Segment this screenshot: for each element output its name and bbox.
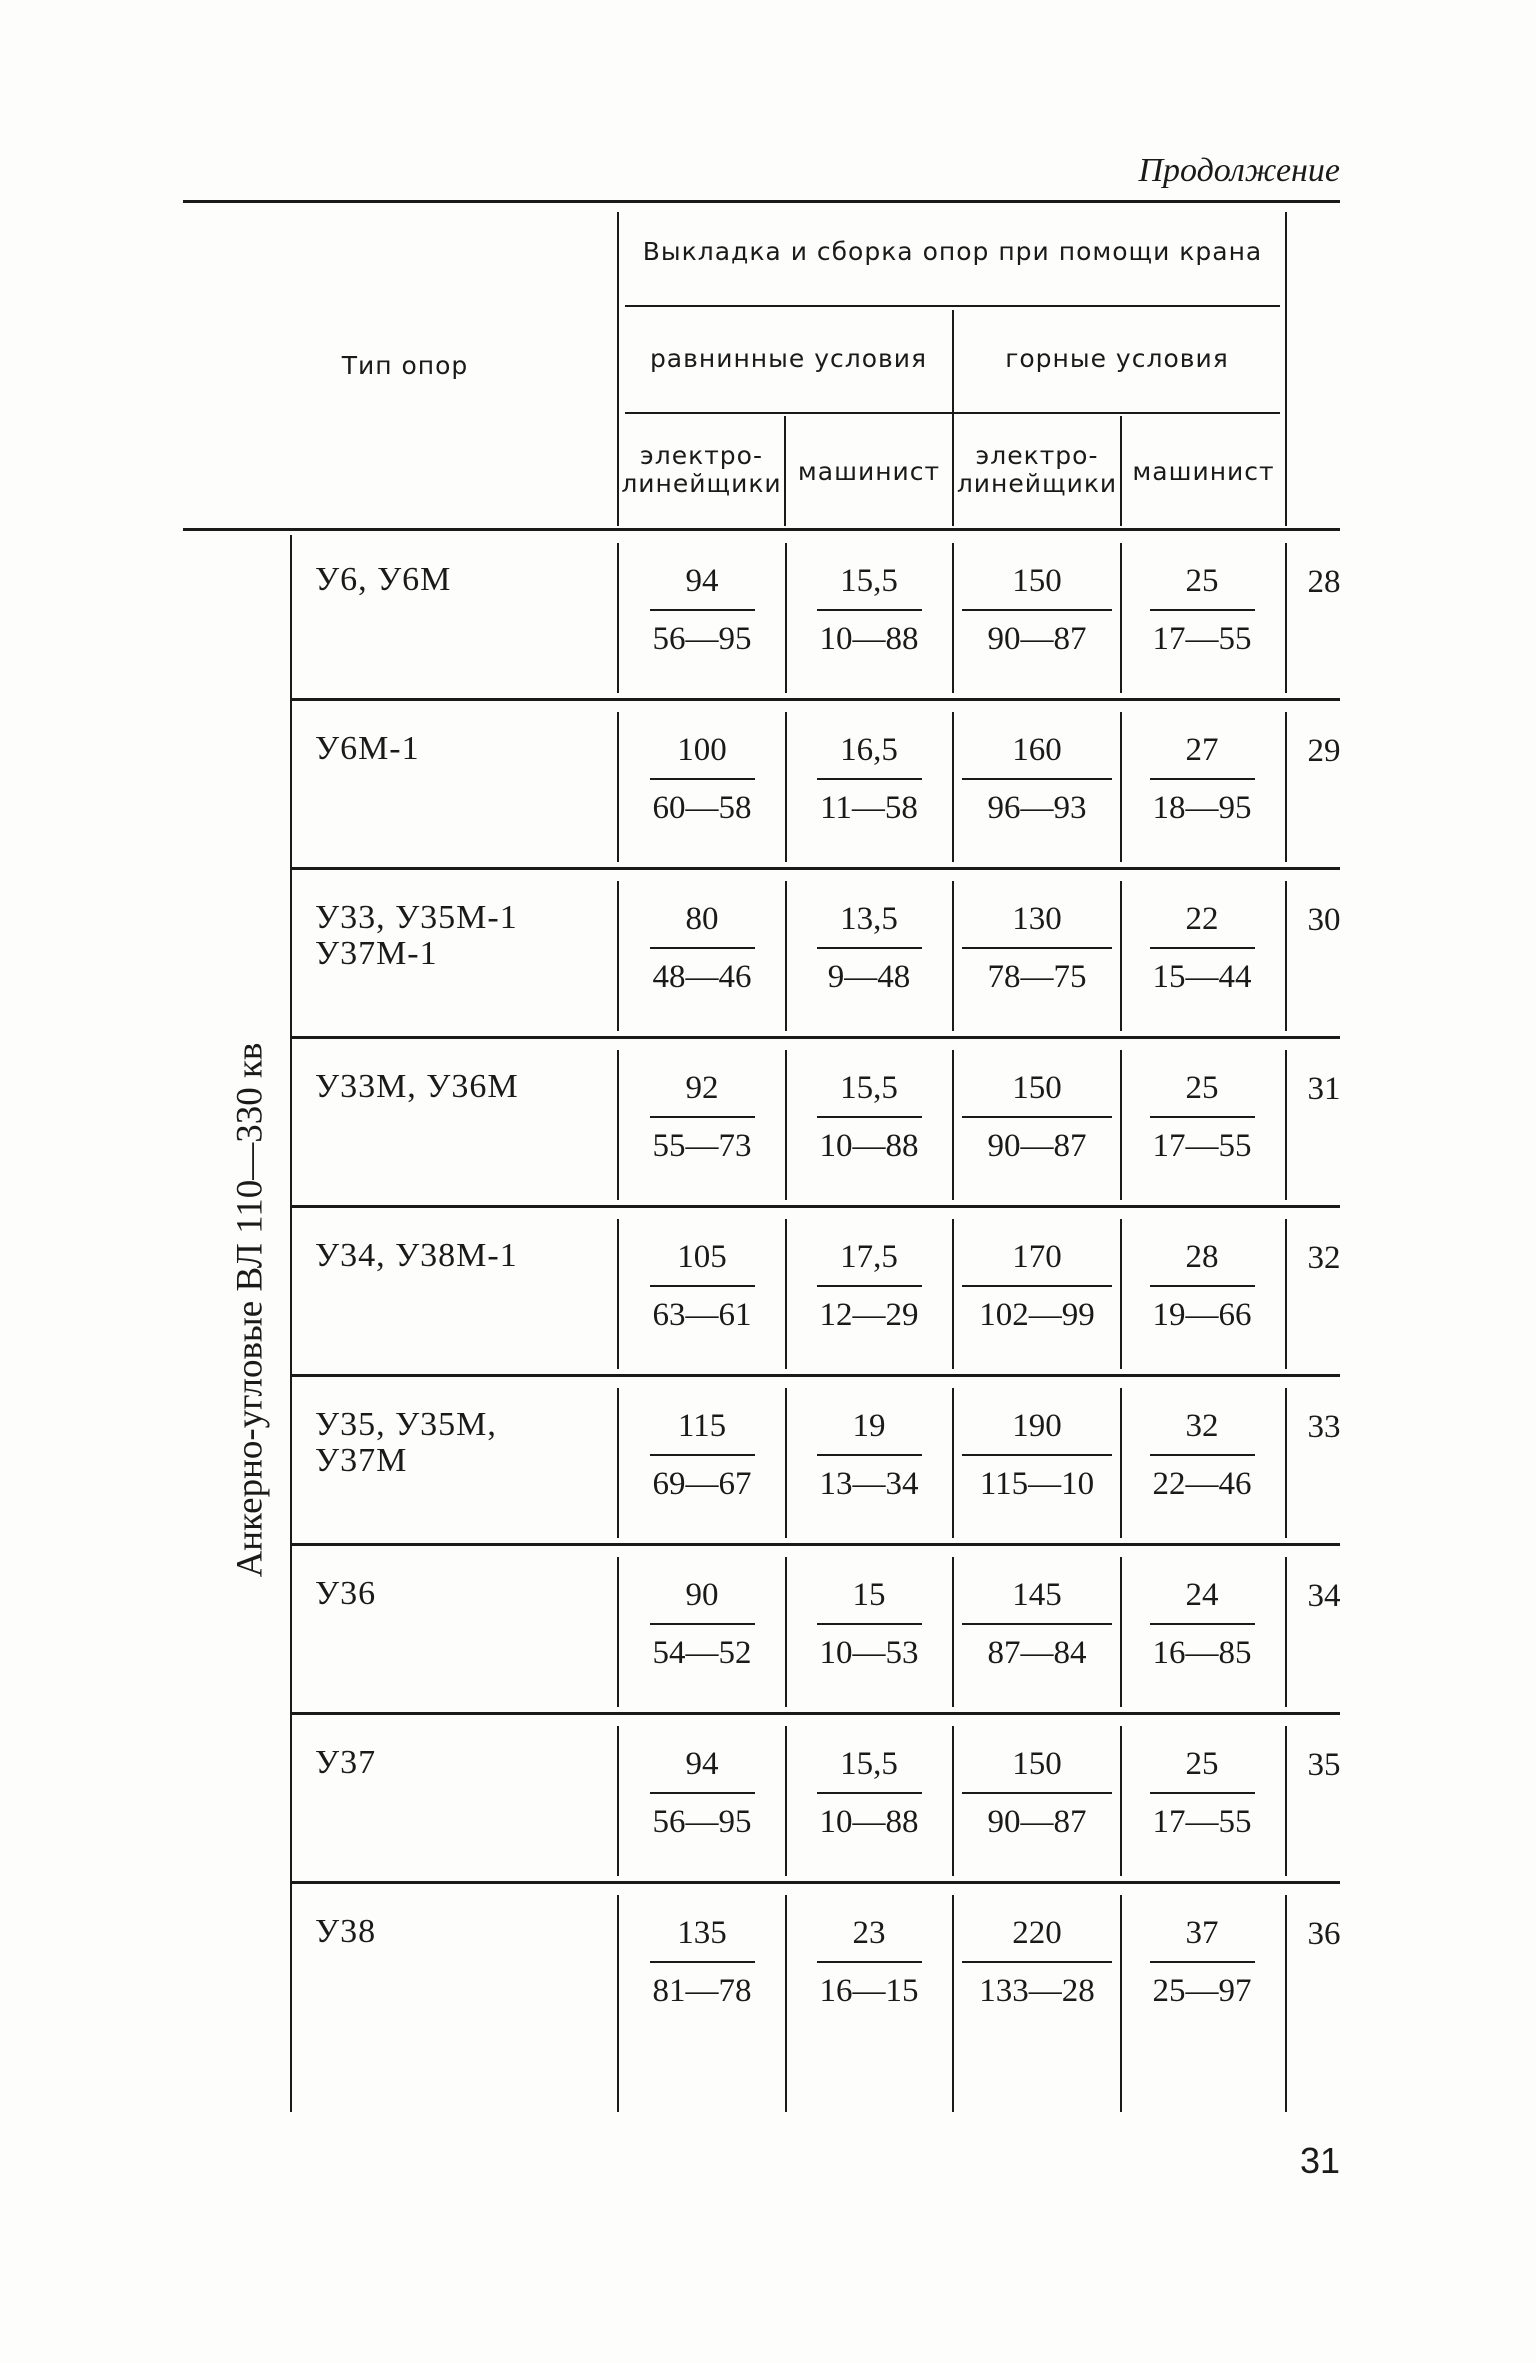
fraction-cell: [794, 1912, 944, 2012]
fraction-cell: [794, 729, 944, 829]
cell-numerator: 150: [1012, 1070, 1062, 1106]
cell-numerator: 25: [1185, 563, 1219, 599]
fraction-cell: [794, 560, 944, 660]
cell-vline: [1285, 1726, 1287, 1876]
fraction-cell: [962, 1405, 1112, 1505]
row-separator: [292, 1543, 1340, 1546]
fraction-cell: [794, 1067, 944, 1167]
cell-numerator: 80: [685, 901, 719, 937]
cell-vline: [785, 881, 787, 1031]
cell-denominator: 10—88: [819, 1804, 919, 1840]
header-bottom-rule: [183, 528, 1340, 531]
fraction-bar: [817, 947, 922, 949]
cell-vline: [952, 881, 954, 1031]
fraction-bar: [650, 1116, 755, 1118]
cell-denominator: 17—55: [1152, 621, 1252, 657]
row-type: У6М-1: [315, 730, 420, 767]
cell-numerator: 220: [1012, 1915, 1062, 1951]
cell-numerator: 15,5: [840, 1070, 898, 1106]
cell-denominator: 87—84: [987, 1635, 1087, 1671]
cell-vline: [785, 1219, 787, 1369]
row-number: 34: [1307, 1578, 1341, 1614]
cell-vline: [1285, 543, 1287, 693]
cell-numerator: 170: [1012, 1239, 1062, 1275]
cell-numerator: 130: [1012, 901, 1062, 937]
cell-numerator: 100: [677, 732, 727, 768]
cell-numerator: 115: [677, 1408, 727, 1444]
cell-denominator: 60—58: [652, 790, 752, 826]
top-rule: [183, 200, 1340, 203]
cell-numerator: 135: [677, 1915, 727, 1951]
fraction-cell: [1127, 1912, 1277, 2012]
header-plain: равнинные условия: [649, 344, 928, 373]
cell-numerator: 16,5: [840, 732, 898, 768]
fraction-bar: [1150, 1961, 1255, 1963]
cell-denominator: 17—55: [1152, 1128, 1252, 1164]
fraction-bar: [962, 947, 1112, 949]
fraction-bar: [817, 1285, 922, 1287]
cell-denominator: 55—73: [652, 1128, 752, 1164]
row-type: У38: [315, 1913, 377, 1950]
cell-denominator: 16—15: [819, 1973, 919, 2009]
fraction-cell: [794, 898, 944, 998]
cell-vline: [617, 881, 619, 1031]
group-rule: [625, 305, 1280, 307]
fraction-cell: [1127, 1574, 1277, 1674]
fraction-bar: [1150, 947, 1255, 949]
cell-numerator: 22: [1185, 901, 1219, 937]
row-type: У37: [315, 1744, 377, 1781]
cell-numerator: 27: [1185, 732, 1219, 768]
fraction-cell: [627, 1743, 777, 1843]
cell-denominator: 56—95: [652, 621, 752, 657]
cell-vline: [617, 1726, 619, 1876]
cell-vline: [617, 712, 619, 862]
cell-denominator: 10—88: [819, 1128, 919, 1164]
fraction-cell: [627, 1067, 777, 1167]
cell-denominator: 25—97: [1152, 1973, 1252, 2009]
cell-vline: [1285, 881, 1287, 1031]
side-label-text: Анкерно-угловые ВЛ 110—330 кв: [229, 1042, 271, 1578]
cell-denominator: 133—28: [979, 1973, 1095, 2009]
cell-denominator: 90—87: [987, 1804, 1087, 1840]
fraction-bar: [962, 778, 1112, 780]
cell-numerator: 32: [1185, 1408, 1219, 1444]
fraction-bar: [962, 1623, 1112, 1625]
fraction-bar: [650, 1285, 755, 1287]
fraction-bar: [962, 1285, 1112, 1287]
fraction-bar: [1150, 1285, 1255, 1287]
fraction-cell: [962, 729, 1112, 829]
fraction-cell: [962, 1743, 1112, 1843]
cell-vline: [952, 543, 954, 693]
fraction-bar: [817, 609, 922, 611]
cell-vline: [1285, 1388, 1287, 1538]
row-type: У6, У6М: [315, 561, 452, 598]
fraction-cell: [962, 1067, 1112, 1167]
cell-vline: [1120, 1557, 1122, 1707]
cell-numerator: 28: [1185, 1239, 1219, 1275]
row-type: У36: [315, 1575, 377, 1612]
cell-vline: [785, 1557, 787, 1707]
fraction-bar: [1150, 1792, 1255, 1794]
cell-denominator: 9—48: [827, 959, 911, 995]
cell-vline: [952, 1219, 954, 1369]
cell-vline: [785, 1895, 787, 2112]
fraction-cell: [627, 729, 777, 829]
cell-vline: [952, 1557, 954, 1707]
cell-numerator: 19: [852, 1408, 886, 1444]
cell-numerator: 160: [1012, 732, 1062, 768]
cell-denominator: 10—88: [819, 621, 919, 657]
cell-denominator: 13—34: [819, 1466, 919, 1502]
cell-vline: [785, 1388, 787, 1538]
cell-vline: [1120, 1895, 1122, 2112]
fraction-cell: [962, 898, 1112, 998]
row-number: 30: [1307, 902, 1341, 938]
cell-denominator: 10—53: [819, 1635, 919, 1671]
cell-numerator: 25: [1185, 1746, 1219, 1782]
cell-vline: [1285, 1895, 1287, 2112]
fraction-cell: [794, 1743, 944, 1843]
cell-vline: [952, 712, 954, 862]
header-mountain: горные условия: [1005, 344, 1229, 373]
cell-denominator: 18—95: [1152, 790, 1252, 826]
fraction-bar: [962, 1116, 1112, 1118]
row-number: 29: [1307, 733, 1341, 769]
cell-denominator: 96—93: [987, 790, 1087, 826]
fraction-bar: [817, 778, 922, 780]
fraction-bar: [1150, 609, 1255, 611]
cell-numerator: 94: [685, 1746, 719, 1782]
fraction-cell: [962, 1912, 1112, 2012]
cell-denominator: 78—75: [987, 959, 1087, 995]
cell-denominator: 81—78: [652, 1973, 752, 2009]
fraction-bar: [962, 609, 1112, 611]
header-machinist-mountain: машинист: [1132, 457, 1275, 486]
fraction-cell: [1127, 1743, 1277, 1843]
cell-denominator: 17—55: [1152, 1804, 1252, 1840]
cell-vline: [785, 1050, 787, 1200]
row-type: У35, У35М, У37М: [315, 1406, 497, 1479]
fraction-cell: [627, 1912, 777, 2012]
fraction-bar: [1150, 1454, 1255, 1456]
fraction-bar: [650, 1454, 755, 1456]
fraction-cell: [627, 1574, 777, 1674]
cell-vline: [785, 1726, 787, 1876]
cell-denominator: 102—99: [979, 1297, 1095, 1333]
cell-denominator: 90—87: [987, 1128, 1087, 1164]
fraction-bar: [1150, 1116, 1255, 1118]
cell-numerator: 15,5: [840, 1746, 898, 1782]
fraction-bar: [817, 1116, 922, 1118]
cell-numerator: 150: [1012, 563, 1062, 599]
fraction-bar: [650, 1961, 755, 1963]
cell-vline: [785, 543, 787, 693]
cell-numerator: 15: [852, 1577, 886, 1613]
cell-numerator: 105: [677, 1239, 727, 1275]
row-separator: [292, 1205, 1340, 1208]
cell-numerator: 15,5: [840, 563, 898, 599]
fraction-bar: [650, 1623, 755, 1625]
fraction-cell: [794, 1236, 944, 1336]
fraction-cell: [1127, 1067, 1277, 1167]
cell-denominator: 69—67: [652, 1466, 752, 1502]
fraction-cell: [1127, 729, 1277, 829]
cell-vline: [1120, 543, 1122, 693]
fraction-bar: [962, 1961, 1112, 1963]
cell-vline: [785, 712, 787, 862]
cell-vline: [1285, 712, 1287, 862]
cell-vline: [952, 1388, 954, 1538]
header-vline: [1285, 212, 1287, 526]
cell-vline: [617, 543, 619, 693]
fraction-cell: [1127, 560, 1277, 660]
cell-numerator: 24: [1185, 1577, 1219, 1613]
fraction-bar: [1150, 1623, 1255, 1625]
fraction-cell: [962, 1574, 1112, 1674]
row-separator: [292, 698, 1340, 701]
row-separator: [292, 867, 1340, 870]
fraction-cell: [962, 1236, 1112, 1336]
cell-numerator: 94: [685, 563, 719, 599]
fraction-bar: [1150, 778, 1255, 780]
header-type-col: Тип опор: [341, 351, 469, 380]
cell-vline: [1120, 1219, 1122, 1369]
cell-vline: [617, 1219, 619, 1369]
header-electro-plain: электро- линейщики: [621, 441, 782, 498]
cell-vline: [952, 1726, 954, 1876]
row-type: У34, У38М-1: [315, 1237, 518, 1274]
fraction-cell: [962, 560, 1112, 660]
cell-numerator: 13,5: [840, 901, 898, 937]
cell-denominator: 11—58: [820, 790, 918, 826]
fraction-bar: [817, 1623, 922, 1625]
cell-denominator: 48—46: [652, 959, 752, 995]
cell-vline: [617, 1895, 619, 2112]
row-number: 33: [1307, 1409, 1341, 1445]
cell-vline: [617, 1388, 619, 1538]
cell-vline: [1285, 1050, 1287, 1200]
cell-denominator: 15—44: [1152, 959, 1252, 995]
page-number: 31: [1300, 2140, 1341, 2181]
cell-numerator: 190: [1012, 1408, 1062, 1444]
cell-numerator: 92: [685, 1070, 719, 1106]
row-number: 36: [1307, 1916, 1341, 1952]
cell-numerator: 37: [1185, 1915, 1219, 1951]
header-machinist-plain: машинист: [797, 457, 941, 486]
cell-numerator: 150: [1012, 1746, 1062, 1782]
row-number: 32: [1307, 1240, 1341, 1276]
fraction-bar: [650, 1792, 755, 1794]
fraction-cell: [627, 1405, 777, 1505]
row-separator: [292, 1712, 1340, 1715]
cell-vline: [952, 1050, 954, 1200]
cell-vline: [617, 1557, 619, 1707]
cell-numerator: 25: [1185, 1070, 1219, 1106]
cell-vline: [1285, 1219, 1287, 1369]
fraction-bar: [650, 947, 755, 949]
row-separator: [292, 1881, 1340, 1884]
cell-numerator: 90: [685, 1577, 719, 1613]
fraction-bar: [650, 778, 755, 780]
body-left-border: [290, 535, 292, 2112]
cell-vline: [1120, 712, 1122, 862]
header-electro-mountain: электро- линейщики: [956, 441, 1118, 498]
cell-numerator: 23: [852, 1915, 886, 1951]
cell-numerator: 145: [1012, 1577, 1062, 1613]
fraction-cell: [1127, 1405, 1277, 1505]
fraction-cell: [627, 560, 777, 660]
row-number: 35: [1307, 1747, 1341, 1783]
cell-denominator: 16—85: [1152, 1635, 1252, 1671]
fraction-cell: [794, 1405, 944, 1505]
cell-denominator: 12—29: [819, 1297, 919, 1333]
row-type: У33, У35М-1 У37М-1: [315, 899, 518, 972]
cell-denominator: 63—61: [652, 1297, 752, 1333]
fraction-cell: [1127, 1236, 1277, 1336]
fraction-bar: [650, 609, 755, 611]
fraction-bar: [817, 1792, 922, 1794]
cell-vline: [1120, 1726, 1122, 1876]
fraction-bar: [817, 1961, 922, 1963]
row-separator: [292, 1036, 1340, 1039]
cell-vline: [1120, 1388, 1122, 1538]
row-number: 31: [1307, 1071, 1341, 1107]
row-number: 28: [1307, 564, 1341, 600]
fraction-cell: [627, 898, 777, 998]
fraction-cell: [794, 1574, 944, 1674]
cell-vline: [1120, 1050, 1122, 1200]
fraction-bar: [817, 1454, 922, 1456]
fraction-cell: [627, 1236, 777, 1336]
cell-vline: [1120, 881, 1122, 1031]
cell-denominator: 115—10: [979, 1466, 1095, 1502]
fraction-cell: [1127, 898, 1277, 998]
cell-denominator: 22—46: [1152, 1466, 1252, 1502]
fraction-bar: [962, 1454, 1112, 1456]
cell-denominator: 54—52: [652, 1635, 752, 1671]
cell-numerator: 17,5: [840, 1239, 898, 1275]
cell-vline: [952, 1895, 954, 2112]
fraction-bar: [962, 1792, 1112, 1794]
row-type: У33М, У36М: [315, 1068, 519, 1105]
header-group: Выкладка и сборка опор при помощи крана: [642, 237, 1263, 266]
cell-denominator: 90—87: [987, 621, 1087, 657]
continuation-label: Продолжение: [1138, 152, 1340, 189]
cell-vline: [1285, 1557, 1287, 1707]
cell-denominator: 19—66: [1152, 1297, 1252, 1333]
cell-vline: [617, 1050, 619, 1200]
row-separator: [292, 1374, 1340, 1377]
cell-denominator: 56—95: [652, 1804, 752, 1840]
